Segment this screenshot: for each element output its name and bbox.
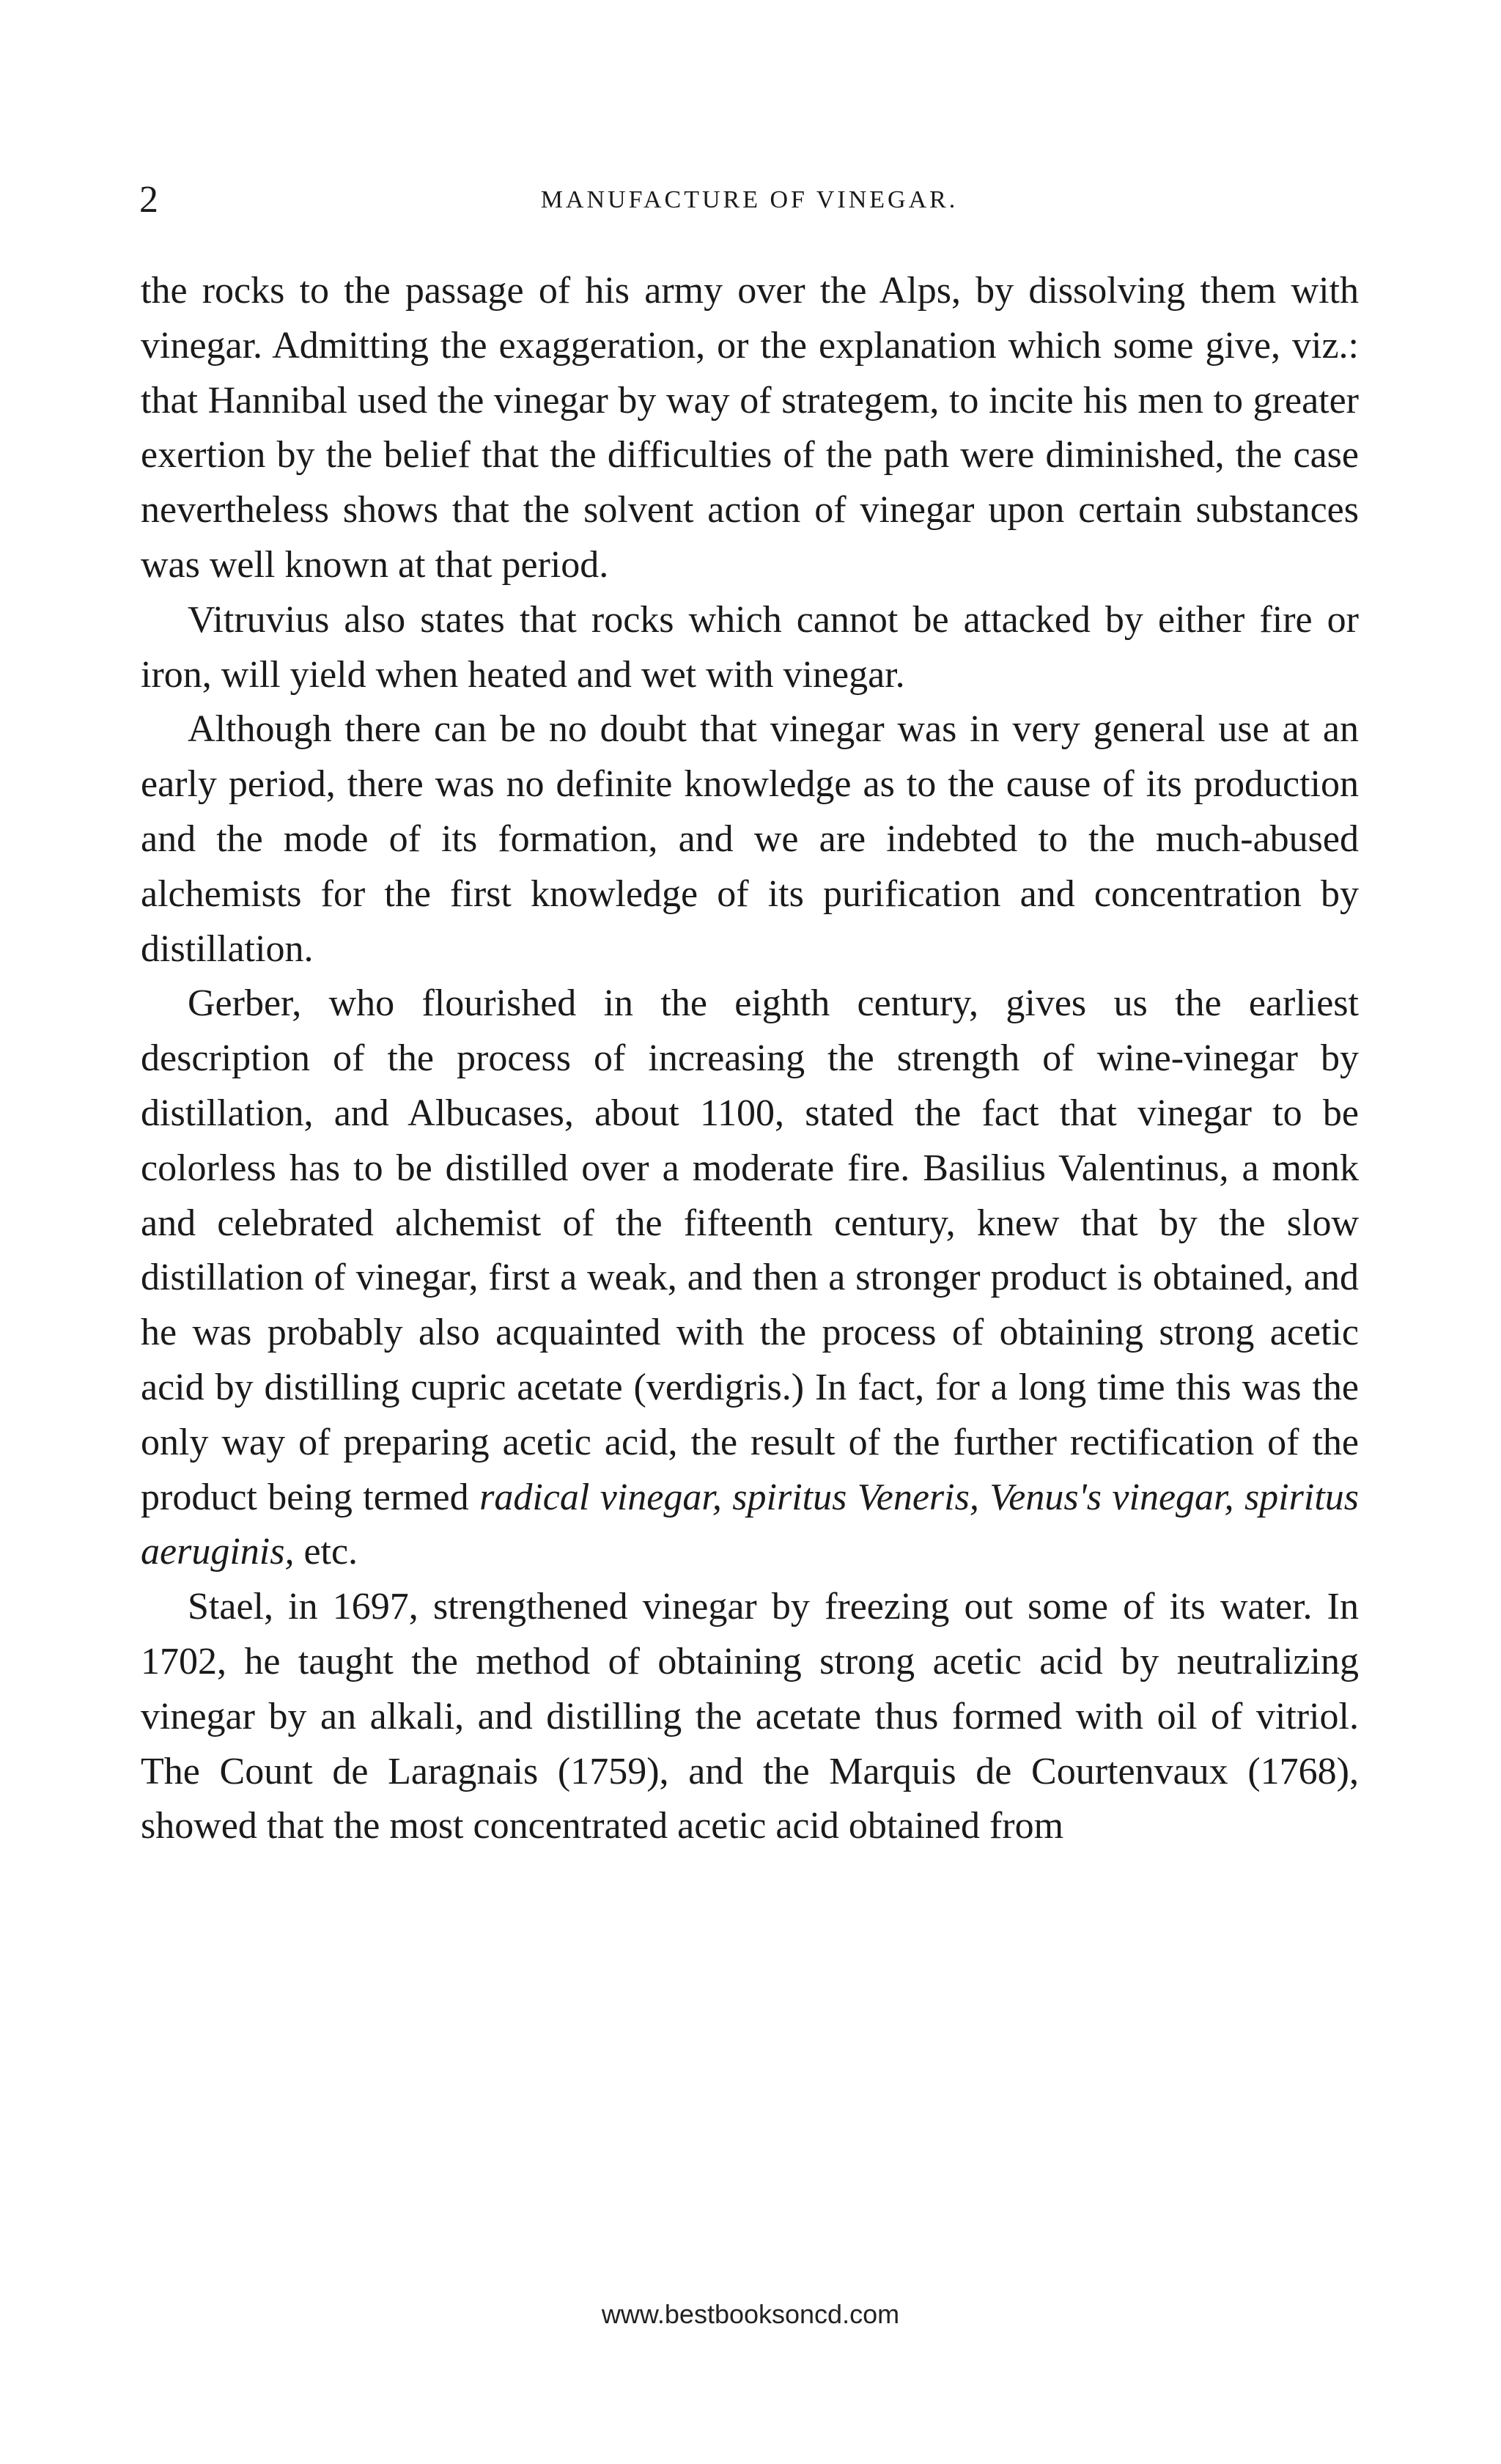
- paragraph: [141, 1580, 1359, 1854]
- body-text: [141, 264, 1359, 1854]
- running-title: MANUFACTURE OF VINEGAR.: [540, 186, 959, 213]
- text-segment: Although there can be no doubt that vinegar was in very general use at an early period, there was no definite knowledge as to the cause of its production and the mode of its formation, and we are indebted to the much-abused alchemists for the first knowledge of its purification and concentration by distillation.: [141, 708, 1359, 970]
- text-segment: etc.: [294, 1531, 358, 1573]
- page-header: [139, 174, 1360, 226]
- page-number: 2: [139, 179, 158, 221]
- text-segment: the rocks to the passage of his army over the Alps, by dissolving them with vinegar. Admitting the exaggeration, or the explanation which some give, viz.: that Hannibal used the vinegar by way of strategem, to incite his men to greater exertion by the belief that the difficulties of the path were diminished, the case nevertheless shows that the solvent action of vinegar upon certain substances was well known at that period.: [141, 270, 1359, 586]
- paragraph: [141, 264, 1359, 593]
- footer-website: www.bestbooksoncd.com: [601, 2299, 900, 2329]
- paragraph: [141, 593, 1359, 703]
- paragraph: [141, 977, 1359, 1580]
- paragraph: [141, 702, 1359, 977]
- italic-text: radical vinegar, spiritus Veneris, Venus's vinegar, spiritus aeruginis,: [141, 1476, 1359, 1573]
- text-segment: Gerber, who flourished in the eighth century, gives us the earliest description of the process of increasing the strength of wine-vinegar by distillation, and Albucases, about 1100, stated the fact that vinegar to be colorless has to be distilled over a moderate fire. Basilius Valentinus, a monk and celebrated alchemist of the fifteenth century, knew that by the slow distillation of vinegar, first a weak, and then a stronger product is obtained, and he was probably also acquainted with the process of obtaining strong acetic acid by distilling cupric acetate (verdigris.) In fact, for a long time this was the only way of preparing acetic acid, the result of the further rectification of the product being termed: [141, 982, 1359, 1518]
- text-segment: Stael, in 1697, strengthened vinegar by freezing out some of its water. In 1702, he taught the method of obtaining strong acetic acid by neutralizing vinegar by an alkali, and distilling the acetate thus formed with oil of vitriol. The Count de Laragnais (1759), and the Marquis de Courtenvaux (1768), showed that the most concentrated acetic acid obtained from: [141, 1586, 1359, 1847]
- text-segment: Vitruvius also states that rocks which cannot be attacked by either fire or iron, will yield when heated and wet with vinegar.: [141, 598, 1359, 696]
